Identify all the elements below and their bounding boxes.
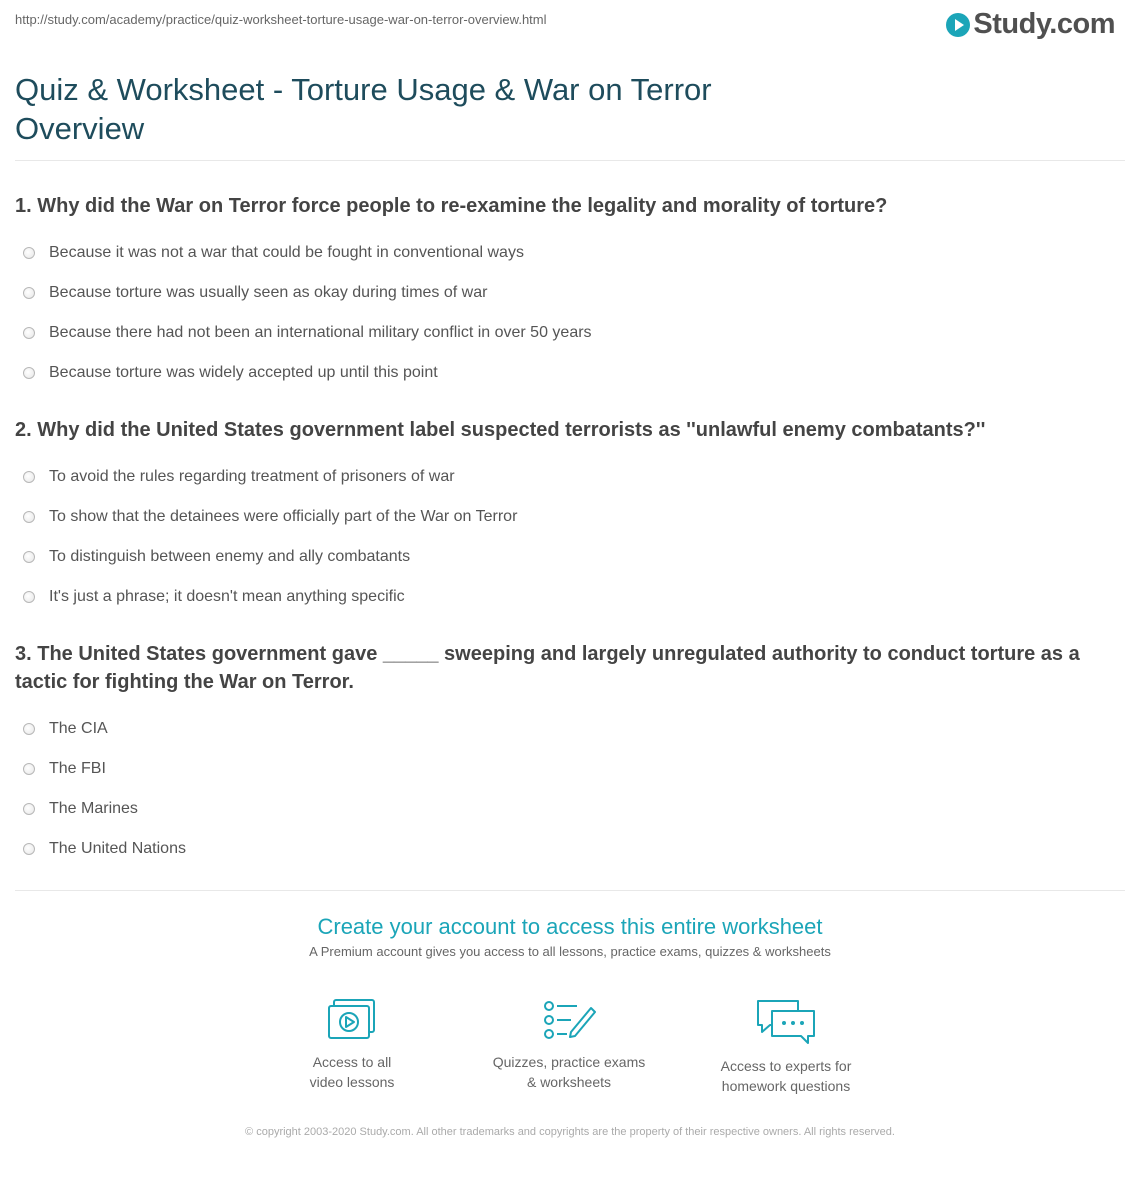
radio-button[interactable] bbox=[23, 247, 35, 259]
question-prompt: Why did the War on Terror force people to re-examine the legality and morality of torture? bbox=[37, 195, 888, 217]
feature-label-line: Quizzes, practice exams bbox=[492, 1054, 646, 1070]
play-icon bbox=[946, 13, 970, 37]
question-prompt: The United States government gave _____ sweeping and largely unregulated authority to conduct torture as a tactic for fighting the War on Terror. bbox=[15, 643, 1080, 693]
answer-label: Because there had not been an international military conflict in over 50 years bbox=[49, 324, 592, 341]
radio-button[interactable] bbox=[23, 367, 35, 379]
answer-option[interactable] bbox=[15, 789, 1125, 829]
question-text bbox=[15, 640, 1125, 696]
radio-button[interactable] bbox=[23, 591, 35, 603]
feature-label-line: Access to all bbox=[312, 1054, 392, 1070]
create-account-link[interactable]: Create your account to access this entire worksheet bbox=[317, 914, 823, 939]
feature-quizzes bbox=[469, 998, 669, 1092]
feature-label-line: & worksheets bbox=[526, 1074, 612, 1090]
feature-label-line: Access to experts for bbox=[720, 1058, 852, 1074]
question-text bbox=[15, 192, 1125, 220]
answer-label: The FBI bbox=[49, 760, 106, 777]
study-logo[interactable] bbox=[946, 8, 1115, 41]
chat-bubbles-icon bbox=[754, 998, 818, 1046]
feature-label bbox=[252, 1052, 452, 1092]
answer-label: The CIA bbox=[49, 720, 108, 737]
radio-button[interactable] bbox=[23, 723, 35, 735]
question-2 bbox=[15, 416, 1125, 617]
answer-option[interactable] bbox=[15, 577, 1125, 617]
radio-button[interactable] bbox=[23, 551, 35, 563]
answer-option[interactable] bbox=[15, 273, 1125, 313]
question-number: 1. bbox=[15, 195, 32, 217]
feature-label-line: video lessons bbox=[309, 1074, 395, 1090]
feature-label-line: homework questions bbox=[721, 1078, 851, 1094]
answer-option[interactable] bbox=[15, 457, 1125, 497]
answer-option[interactable] bbox=[15, 313, 1125, 353]
answer-label: To show that the detainees were officially part of the War on Terror bbox=[49, 508, 518, 525]
question-prompt: Why did the United States government label suspected terrorists as ''unlawful enemy combatants?'' bbox=[37, 419, 986, 441]
answer-option[interactable] bbox=[15, 497, 1125, 537]
answer-option[interactable] bbox=[15, 749, 1125, 789]
feature-label bbox=[469, 1052, 669, 1092]
answer-label: It's just a phrase; it doesn't mean anything specific bbox=[49, 588, 405, 605]
answer-label: The Marines bbox=[49, 800, 138, 817]
page-title: Quiz & Worksheet - Torture Usage & War on Terror Overview bbox=[15, 72, 712, 146]
quiz-checklist-icon bbox=[541, 998, 597, 1042]
feature-experts bbox=[686, 998, 886, 1096]
copyright-footer: © copyright 2003-2020 Study.com. All other trademarks and copyrights are the property of their respective owners. All rights reserved. bbox=[245, 1126, 895, 1138]
brand-name: Study.com bbox=[973, 8, 1115, 40]
answer-label: To avoid the rules regarding treatment of prisoners of war bbox=[49, 468, 455, 485]
cta-divider bbox=[15, 890, 1125, 891]
feature-label bbox=[686, 1056, 886, 1096]
answer-options bbox=[15, 457, 1125, 617]
answer-label: To distinguish between enemy and ally combatants bbox=[49, 548, 411, 565]
answer-label: Because it was not a war that could be fought in conventional ways bbox=[49, 244, 524, 261]
feature-video-lessons bbox=[252, 998, 452, 1092]
answer-option[interactable] bbox=[15, 829, 1125, 869]
answer-option[interactable] bbox=[15, 233, 1125, 273]
radio-button[interactable] bbox=[23, 327, 35, 339]
answer-label: The United Nations bbox=[49, 840, 186, 857]
radio-button[interactable] bbox=[23, 763, 35, 775]
radio-button[interactable] bbox=[23, 511, 35, 523]
answer-options bbox=[15, 233, 1125, 393]
question-3 bbox=[15, 640, 1125, 869]
answer-option[interactable] bbox=[15, 537, 1125, 577]
question-number: 3. bbox=[15, 643, 32, 665]
answer-option[interactable] bbox=[15, 709, 1125, 749]
radio-button[interactable] bbox=[23, 843, 35, 855]
question-1 bbox=[15, 192, 1125, 393]
answer-label: Because torture was widely accepted up until this point bbox=[49, 364, 438, 381]
question-text bbox=[15, 416, 1125, 444]
title-divider bbox=[15, 160, 1125, 161]
question-number: 2. bbox=[15, 419, 32, 441]
radio-button[interactable] bbox=[23, 803, 35, 815]
answer-options bbox=[15, 709, 1125, 869]
answer-label: Because torture was usually seen as okay during times of war bbox=[49, 284, 488, 301]
top-bar bbox=[15, 8, 1125, 41]
video-lessons-icon bbox=[326, 998, 378, 1042]
radio-button[interactable] bbox=[23, 471, 35, 483]
page-url: http://study.com/academy/practice/quiz-worksheet-torture-usage-war-on-terror-overview.html bbox=[15, 12, 547, 27]
answer-option[interactable] bbox=[15, 353, 1125, 393]
radio-button[interactable] bbox=[23, 287, 35, 299]
cta-subtitle: A Premium account gives you access to all lessons, practice exams, quizzes & worksheets bbox=[309, 944, 831, 959]
